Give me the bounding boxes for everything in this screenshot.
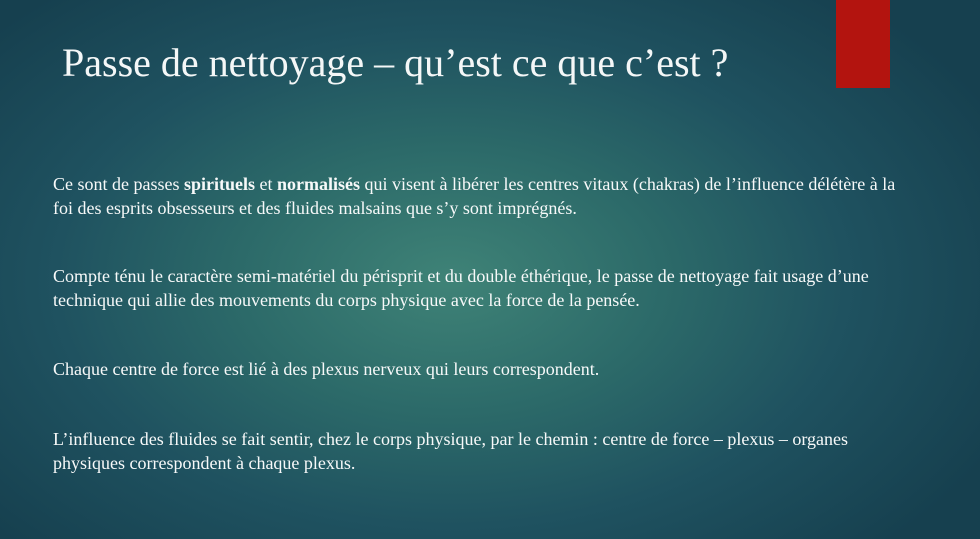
paragraph-influence: L’influence des fluides se fait sentir, chez le corps physique, par le chemin : centre de force – plexus – organes physiques correspondent à chaque plexus.	[53, 429, 848, 473]
red-accent-bar	[836, 0, 890, 88]
paragraph-text: et	[255, 174, 277, 194]
slide-title: Passe de nettoyage – qu’est ce que c’est ?	[62, 40, 729, 85]
paragraph-text: Ce sont de passes	[53, 174, 184, 194]
paragraph-text: qui visent à libérer les centres vitaux (chakras) de l’influence délétère à la foi des esprits obsesseurs et des fluides malsains que s’y sont imprégnés.	[53, 174, 896, 218]
bold-word-normalises: normalisés	[277, 174, 360, 194]
paragraph-definition	[53, 172, 913, 220]
paragraph-plexus: Chaque centre de force est lié à des plexus nerveux qui leurs correspondent.	[53, 359, 600, 379]
bold-word-spirituels: spirituels	[183, 174, 255, 194]
paragraph-technique: Compte ténu le caractère semi-matériel du périsprit et du double éthérique, le passe de nettoyage fait usage d’une technique qui allie des mouvements du corps physique avec la force de la pensée.	[53, 266, 869, 310]
